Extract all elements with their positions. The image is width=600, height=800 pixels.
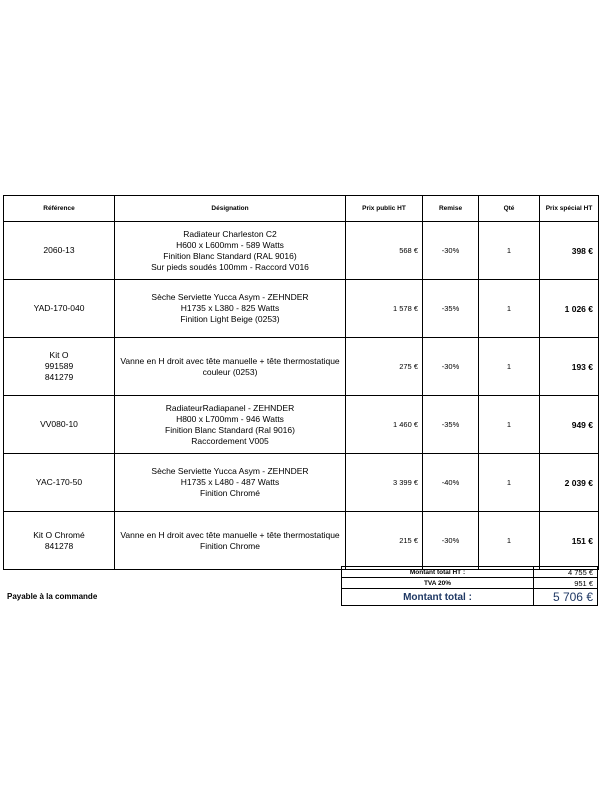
designation-cell-line: Finition Light Beige (0253): [180, 314, 280, 324]
header-row: [4, 196, 599, 222]
quote-rows: [4, 222, 599, 570]
grand-total-row: [342, 589, 598, 606]
tva-row: [342, 578, 598, 589]
prix-public-cell: 1 460 €: [346, 396, 423, 454]
designation-cell: [115, 338, 346, 396]
reference-cell-line: 2060-13: [43, 245, 75, 255]
reference-cell-line: VV080-10: [40, 419, 78, 429]
header-qte: Qté: [479, 196, 540, 222]
prix-special-cell: 949 €: [540, 396, 599, 454]
designation-cell-line: Finition Chrome: [200, 540, 260, 551]
qte-cell: 1: [479, 338, 540, 396]
designation-cell-line: H1735 x L480 - 487 Watts: [180, 477, 280, 487]
quote-table: [3, 195, 599, 570]
designation-cell-line: couleur (0253): [202, 366, 258, 377]
table-row: [4, 222, 599, 280]
designation-cell-line: Sèche Serviette Yucca Asym - ZEHNDER: [151, 292, 309, 302]
table-row: [4, 512, 599, 570]
designation-cell-line: H800 x L700mm - 946 Watts: [176, 413, 284, 424]
total-ht-row: [342, 567, 598, 578]
prix-public-cell: 215 €: [346, 512, 423, 570]
prix-special-cell: 151 €: [540, 512, 599, 570]
prix-special-cell: 2 039 €: [540, 454, 599, 512]
prix-public-cell: 568 €: [346, 222, 423, 280]
designation-cell-line: Raccordement V005: [191, 435, 269, 446]
designation-cell-line: Vanne en H droit avec tête manuelle + tête thermostatique: [120, 355, 340, 366]
reference-cell-line: 841278: [44, 540, 74, 551]
prix-special-cell: 1 026 €: [540, 280, 599, 338]
totals-table: [341, 566, 598, 606]
header-reference: Référence: [4, 196, 115, 222]
qte-cell: 1: [479, 454, 540, 512]
remise-cell: -30%: [423, 338, 479, 396]
grand-total-label: Montant total :: [342, 589, 534, 606]
total-ht-label: Montant total HT :: [342, 567, 534, 578]
reference-cell: [4, 338, 115, 396]
prix-special-cell: 193 €: [540, 338, 599, 396]
reference-cell-line: Kit O: [49, 350, 69, 360]
designation-cell-line: Vanne en H droit avec tête manuelle + tête thermostatique: [120, 529, 340, 540]
designation-cell-line: Finition Blanc Standard (RAL 9016): [163, 250, 297, 261]
remise-cell: -40%: [423, 454, 479, 512]
reference-cell-line: 991589: [44, 361, 74, 371]
table-row: [4, 338, 599, 396]
reference-cell-line: Kit O Chromé: [33, 529, 85, 540]
designation-cell: [115, 512, 346, 570]
table-row: [4, 280, 599, 338]
header-remise: Remise: [423, 196, 479, 222]
tva-value: 951 €: [534, 578, 598, 589]
qte-cell: 1: [479, 396, 540, 454]
designation-cell: [115, 280, 346, 338]
qte-cell: 1: [479, 280, 540, 338]
reference-cell-line: YAD-170-040: [33, 303, 85, 313]
reference-cell: [4, 454, 115, 512]
remise-cell: -35%: [423, 396, 479, 454]
prix-public-cell: 1 578 €: [346, 280, 423, 338]
designation-cell-line: RadiateurRadiapanel - ZEHNDER: [165, 402, 295, 413]
header-designation: Désignation: [115, 196, 346, 222]
remise-cell: -35%: [423, 280, 479, 338]
designation-cell-line: Radiateur Charleston C2: [183, 228, 277, 239]
designation-cell-line: Finition Blanc Standard (Ral 9016): [165, 424, 295, 435]
grand-total-value: 5 706 €: [534, 589, 598, 606]
payment-terms: Payable à la commande: [7, 592, 98, 601]
designation-cell-line: Sur pieds soudés 100mm - Raccord V016: [151, 261, 309, 272]
qte-cell: 1: [479, 512, 540, 570]
remise-cell: -30%: [423, 222, 479, 280]
designation-cell: [115, 454, 346, 512]
prix-special-cell: 398 €: [540, 222, 599, 280]
prix-public-cell: 3 399 €: [346, 454, 423, 512]
total-ht-value: 4 755 €: [534, 567, 598, 578]
tva-label: TVA 20%: [342, 578, 534, 589]
reference-cell: [4, 222, 115, 280]
designation-cell: [115, 222, 346, 280]
reference-cell-line: 841279: [44, 372, 74, 382]
reference-cell: [4, 280, 115, 338]
reference-cell: [4, 512, 115, 570]
qte-cell: 1: [479, 222, 540, 280]
designation-cell-line: Sèche Serviette Yucca Asym - ZEHNDER: [151, 466, 309, 476]
remise-cell: -30%: [423, 512, 479, 570]
designation-cell-line: H1735 x L380 - 825 Watts: [180, 303, 280, 313]
table-row: [4, 454, 599, 512]
designation-cell: [115, 396, 346, 454]
header-prix-special: Prix spécial HT: [540, 196, 599, 222]
prix-public-cell: 275 €: [346, 338, 423, 396]
header-prix-public: Prix public HT: [346, 196, 423, 222]
designation-cell-line: H600 x L600mm - 589 Watts: [176, 239, 284, 250]
table-row: [4, 396, 599, 454]
designation-cell-line: Finition Chromé: [200, 488, 260, 498]
reference-cell: [4, 396, 115, 454]
reference-cell-line: YAC-170-50: [35, 477, 83, 487]
